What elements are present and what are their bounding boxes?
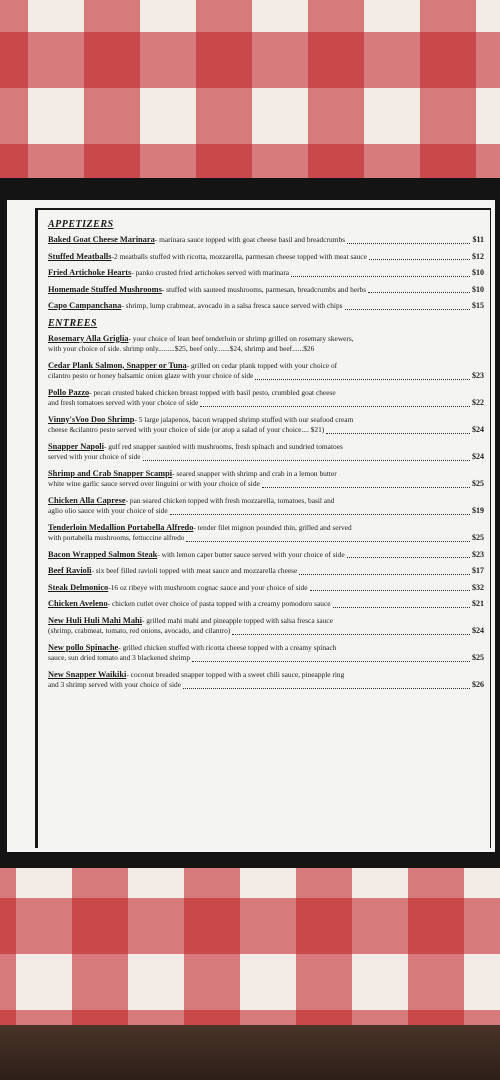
menu-item-price: $11 <box>472 235 484 244</box>
menu-item-description: - grilled mahi mahi and pineapple topped with salsa fresca sauce <box>142 615 333 625</box>
menu-item-line <box>48 301 484 312</box>
menu-item-line-2 <box>48 371 484 382</box>
menu-item-description-cont: with portabella mushrooms, fettuccine alfredo <box>48 533 185 542</box>
menu-item-description: - six beef filled ravioli topped with meat sauce and mozzarella cheese <box>91 566 298 575</box>
menu-item-name: New pollo Spinache <box>48 642 119 652</box>
menu-item <box>48 583 484 594</box>
menu-item-price: $32 <box>472 582 484 592</box>
menu-item-name: Steak Delmonico <box>48 582 109 592</box>
menu-sheet <box>7 200 495 852</box>
menu-item <box>48 670 484 691</box>
menu-item-line <box>48 583 484 594</box>
leader-dots <box>347 243 470 244</box>
menu-item <box>48 643 484 664</box>
menu-item <box>48 268 484 279</box>
menu-item-description-cont: sauce, sun dried tomato and 3 blackened shrimp <box>48 653 191 662</box>
menu-item-line <box>48 361 484 372</box>
menu-item-line <box>48 670 484 681</box>
menu-item-price: $21 <box>472 599 484 608</box>
menu-item-description-cont: and 3 shrimp served with your choice of side <box>48 680 181 689</box>
entrees-list <box>48 334 484 691</box>
menu-item-description: - seared snapper with shrimp and crab in a lemon butter <box>172 468 337 478</box>
menu-item-name: Shrimp and Crab Snapper Scampi <box>48 468 173 478</box>
menu-item <box>48 550 484 561</box>
menu-item-name: Beef Ravioli <box>48 566 92 575</box>
menu-item-name: New Huli Huli Mahi Mahi <box>48 615 142 625</box>
menu-item-line <box>48 469 484 480</box>
menu-item-price: $24 <box>472 425 484 434</box>
menu-item-name: Vinny'sVoo Doo Shrimp <box>48 414 135 424</box>
menu-item-price: $24 <box>472 452 484 461</box>
menu-item-description: - pan seared chicken topped with fresh mozzarella, tomatoes, basil and <box>125 495 335 505</box>
menu-item-name: Chicken Aveleno <box>48 599 108 608</box>
menu-item-price: $22 <box>472 398 484 407</box>
leader-dots <box>183 680 470 689</box>
menu-item <box>48 285 484 296</box>
menu-item-name: Stuffed Meatballs <box>48 251 112 261</box>
menu-item-price: $12 <box>472 251 484 261</box>
menu-item-line <box>48 388 484 399</box>
menu-item-description-cont: (shrimp, crabmeat, tomato, red onions, avocado, and cilantro) <box>48 626 231 635</box>
menu-item-name: Snapper Napoli <box>48 441 104 451</box>
menu-item <box>48 415 484 436</box>
leader-dots <box>255 371 470 380</box>
menu-item <box>48 566 484 577</box>
menu-item <box>48 235 484 246</box>
menu-item-description-cont: with your choice of side. shrimp only.........$25, beef only.......$24, shrimp and beef......$26 <box>48 344 315 353</box>
leader-dots <box>369 259 470 260</box>
menu-item-name: Cedar Plank Salmon, Snapper or Tuna <box>48 360 187 370</box>
menu-item-price: $25 <box>472 653 484 662</box>
menu-item-description: - with lemon caper butter sauce served with your choice of side <box>157 549 345 559</box>
menu-item <box>48 442 484 463</box>
menu-item-name: Chicken Alla Caprese <box>48 495 126 505</box>
menu-item-line <box>48 550 484 561</box>
menu-item <box>48 496 484 517</box>
menu-item-description-cont: cheese &cilantro pesto served with your choice of side (or atop a salad of your choice.... $21) <box>48 425 325 434</box>
leader-dots <box>262 479 470 488</box>
menu-item-name: Capo Campanchana <box>48 301 122 310</box>
menu-item-price: $23 <box>472 549 484 559</box>
menu-item-name: Pollo Pazzo <box>48 387 90 397</box>
leader-dots <box>333 607 470 608</box>
menu-item-name: Homemade Stuffed Mushrooms <box>48 284 162 294</box>
menu-item-line <box>48 252 484 263</box>
leader-dots <box>143 452 470 461</box>
menu-item-description: - grilled chicken stuffed with ricotta cheese topped with a creamy spinach <box>118 642 337 652</box>
tablecloth-top <box>0 0 500 178</box>
menu-item-price: $19 <box>472 506 484 515</box>
menu-item-line <box>48 235 484 246</box>
menu-item-line-2 <box>48 680 484 691</box>
leader-dots <box>192 653 470 662</box>
leader-dots <box>170 506 470 515</box>
leader-dots <box>368 292 470 293</box>
menu-item-line-2 <box>48 506 484 517</box>
menu-item-description: - coconut breaded snapper topped with a sweet chili sauce, pineapple ring <box>126 669 345 679</box>
tablecloth-bottom <box>0 868 500 1028</box>
menu-item <box>48 334 484 355</box>
menu-item-line <box>48 523 484 534</box>
appetizers-list <box>48 235 484 312</box>
leader-dots <box>186 533 470 542</box>
menu-item <box>48 301 484 312</box>
leader-dots <box>200 398 470 407</box>
menu-item-description-cont: cilantro pesto or honey balsamic onion glaze with your choice of side <box>48 371 254 380</box>
leader-dots <box>299 574 470 575</box>
menu-item-line <box>48 496 484 507</box>
menu-item-description: - grilled on cedar plank topped with your choice of <box>186 360 338 370</box>
menu-item-price: $10 <box>472 268 484 277</box>
menu-item-line-2 <box>48 533 484 544</box>
menu-item-description-cont: and fresh tomatoes served with your choice of side <box>48 398 199 407</box>
menu-item <box>48 252 484 263</box>
menu-item-line-2 <box>48 425 484 436</box>
menu-item-description: - chicken cutlet over choice of pasta topped with a creamy pomodoro sauce <box>107 599 331 608</box>
menu-item-description-cont: served with your choice of side <box>48 452 141 461</box>
menu-item-price: $25 <box>472 479 484 488</box>
leader-dots <box>326 425 470 434</box>
menu-item-description-cont: aglio olio sauce with your choice of side <box>48 506 168 515</box>
menu-item-line <box>48 599 484 610</box>
menu-item-line <box>48 616 484 627</box>
menu-item-line-2 <box>48 653 484 664</box>
menu-item <box>48 599 484 610</box>
leader-dots <box>310 590 470 591</box>
menu-item <box>48 616 484 637</box>
menu-item-name: Bacon Wrapped Salmon Steak <box>48 549 158 559</box>
menu-item-description: -2 meatballs stuffed with ricotta, mozzarella, parmesan cheese topped with meat sauce <box>111 251 367 261</box>
menu-item-description: - panko crusted fried artichokes served with marinara <box>131 268 290 277</box>
menu-item-price: $23 <box>472 371 484 380</box>
entrees-heading: ENTREES <box>48 317 98 329</box>
menu-item-description: - stuffed with sauteed mushrooms, parmesan, breadcrumbs and herbs <box>161 284 367 294</box>
menu-item-line <box>48 442 484 453</box>
menu-item-line <box>48 415 484 426</box>
menu-item-line-2 <box>48 452 484 463</box>
menu-item-price: $24 <box>472 626 484 635</box>
menu-item-price: $26 <box>472 680 484 689</box>
menu-item-line <box>48 268 484 279</box>
menu-item-description-cont: white wine garlic sauce served over linguini or with your choice of side <box>48 479 260 488</box>
menu-item-price: $25 <box>472 533 484 542</box>
menu-item-line-2 <box>48 344 484 355</box>
leader-dots <box>347 557 470 558</box>
menu-item-line <box>48 334 484 345</box>
menu-item-description: - gulf red snapper sautéed with mushrooms, fresh spinach and sundried tomatoes <box>103 441 343 451</box>
menu-item-price: $15 <box>472 301 484 310</box>
leader-dots <box>232 626 470 635</box>
menu-item-name: Fried Artichoke Hearts <box>48 268 132 277</box>
menu-item-description: - your choice of lean beef tenderloin or shrimp grilled on rosemary skewers, <box>128 333 354 343</box>
menu-item <box>48 388 484 409</box>
menu-item-line <box>48 566 484 577</box>
menu-item-description: - tender filet mignon pounded thin, grilled and served <box>193 522 352 532</box>
menu-item-name: Tenderloin Medallion Portabella Alfredo <box>48 522 194 532</box>
menu-content <box>35 208 491 848</box>
floor <box>0 1025 500 1080</box>
menu-item-description: - 5 large jalapenos, bacon wrapped shrimp stuffed with our seafood cream <box>134 414 354 424</box>
menu-item <box>48 361 484 382</box>
leader-dots <box>345 309 470 310</box>
menu-item-price: $17 <box>472 566 484 575</box>
menu-item-line <box>48 643 484 654</box>
menu-item-name: Baked Goat Cheese Marinara <box>48 235 155 244</box>
menu-item-name: Rosemary Alla Griglia <box>48 333 129 343</box>
menu-item-line <box>48 285 484 296</box>
appetizers-heading: APPETIZERS <box>48 219 114 230</box>
menu-item-name: New Snapper Waikiki <box>48 669 127 679</box>
menu-item-description: -16 oz ribeye with mushroom cognac sauce and your choice of side <box>108 582 308 592</box>
menu-item <box>48 523 484 544</box>
menu-item <box>48 469 484 490</box>
menu-item-description: - marinara sauce topped with goat cheese basil and breadcrumbs <box>154 235 346 244</box>
menu-item-description: - pecan crusted baked chicken breast topped with basil pesto, crumbled goat cheese <box>89 387 336 397</box>
menu-item-line-2 <box>48 398 484 409</box>
leader-dots <box>291 276 470 277</box>
menu-item-price: $10 <box>472 284 484 294</box>
menu-item-line-2 <box>48 626 484 637</box>
menu-item-description: - shrimp, lump crabmeat, avocado in a salsa fresca sauce served with chips <box>121 301 343 310</box>
menu-item-line-2 <box>48 479 484 490</box>
